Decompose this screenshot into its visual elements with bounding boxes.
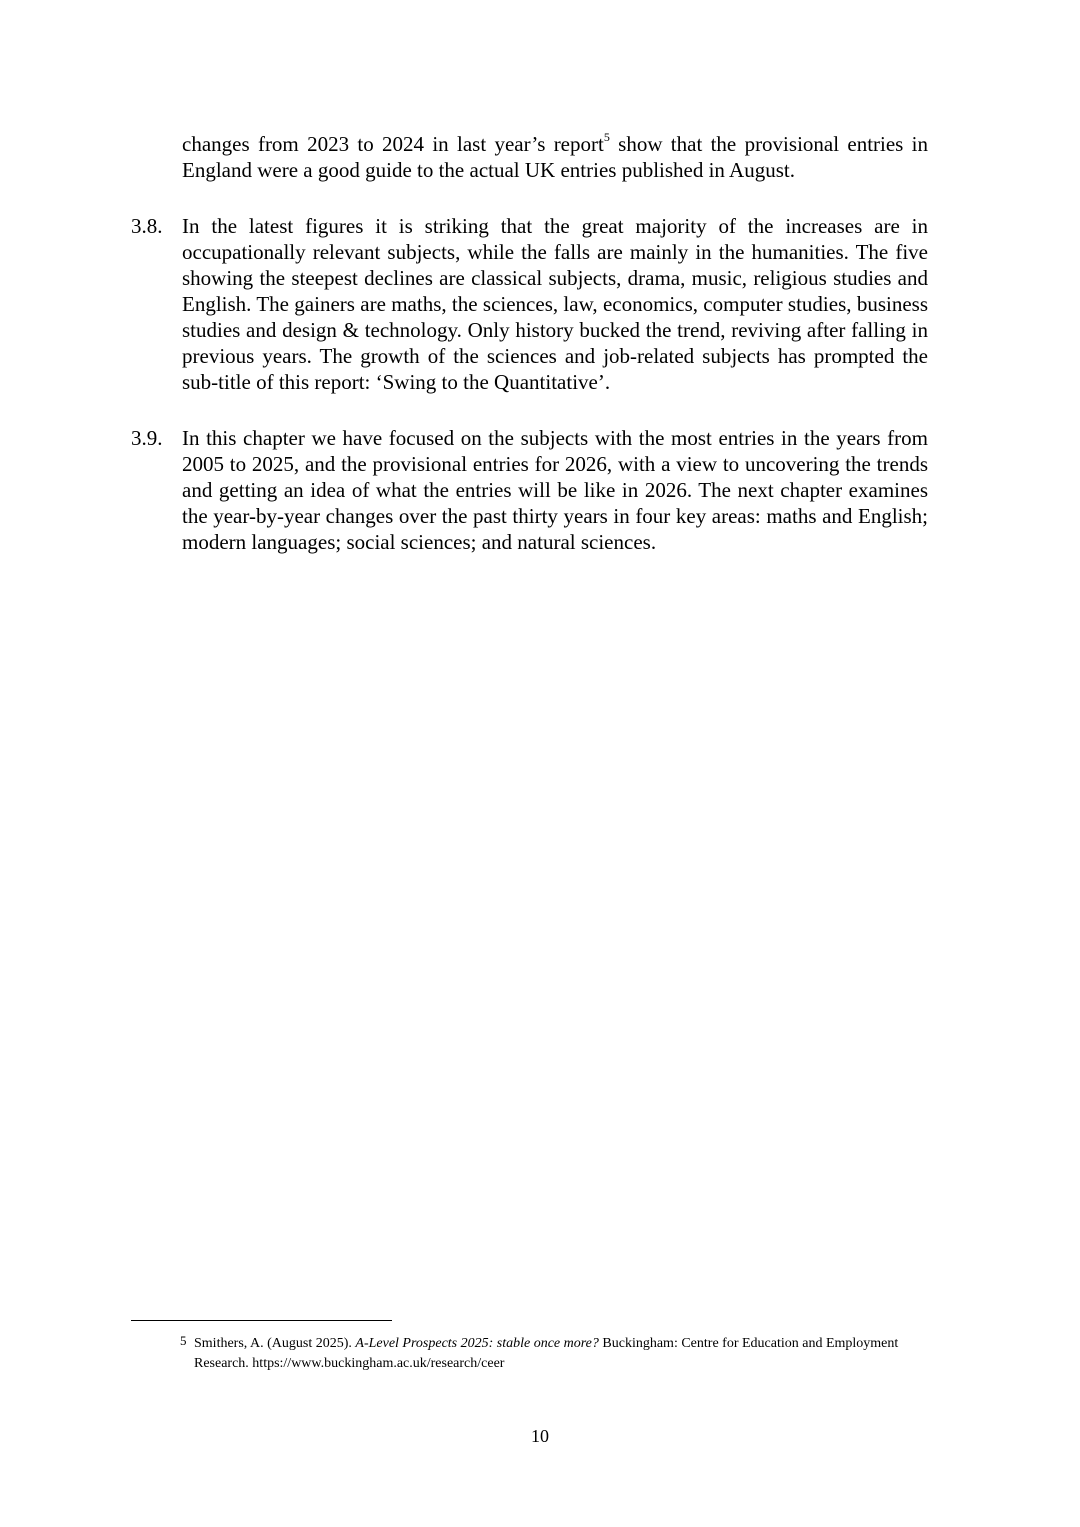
footnote-separator (131, 1320, 392, 1321)
paragraph-text: In this chapter we have focused on the subjects with the most entries in the years from 2005 to 2025, and the provisional entries for 2026, with a view to uncovering the trends and getting an idea of what the entries will be like in 2026. The next chapter examines the year-by-year changes over the past thirty years in four key areas: maths and English; modern languages; social sciences; and natural sciences. (182, 426, 928, 554)
footnote-reference: 5 (603, 130, 610, 144)
footnote-title: A-Level Prospects 2025: stable once more? (355, 1336, 599, 1351)
footnote-author: Smithers, A. (August 2025). (194, 1336, 356, 1351)
continued-text-end: show that the provisional entries in England were a good guide to the actual UK entries published in August. (182, 132, 928, 182)
footnote-mark: 5 (180, 1333, 187, 1348)
paragraph-number: 3.9. (131, 426, 163, 450)
footnote (180, 1334, 928, 1374)
paragraph-3-8 (131, 213, 928, 395)
footnote-text (194, 1334, 928, 1374)
continued-text-start: changes from 2023 to 2024 in last year’s report (182, 132, 604, 156)
page-number: 10 (531, 1426, 549, 1446)
continued-paragraph (182, 131, 928, 183)
paragraph-text: In the latest figures it is striking that the great majority of the increases are in occupationally relevant subjects, while the falls are mainly in the humanities. The five showing the steepest declines are classical subjects, drama, music, religious studies and English. The gainers are maths, the sciences, law, economics, computer studies, business studies and design & technology. Only history bucked the trend, reviving after falling in previous years. The growth of the sciences and job-related subjects has prompted the sub-title of this report: ‘Swing to the Quantitative’. (182, 214, 928, 394)
footnote-publisher: Buckingham: Centre for Education and Employment Research. https://www.buckingham.ac.uk/research/ceer (194, 1336, 899, 1371)
paragraph-number: 3.8. (131, 214, 163, 238)
paragraph-3-9 (131, 425, 928, 555)
